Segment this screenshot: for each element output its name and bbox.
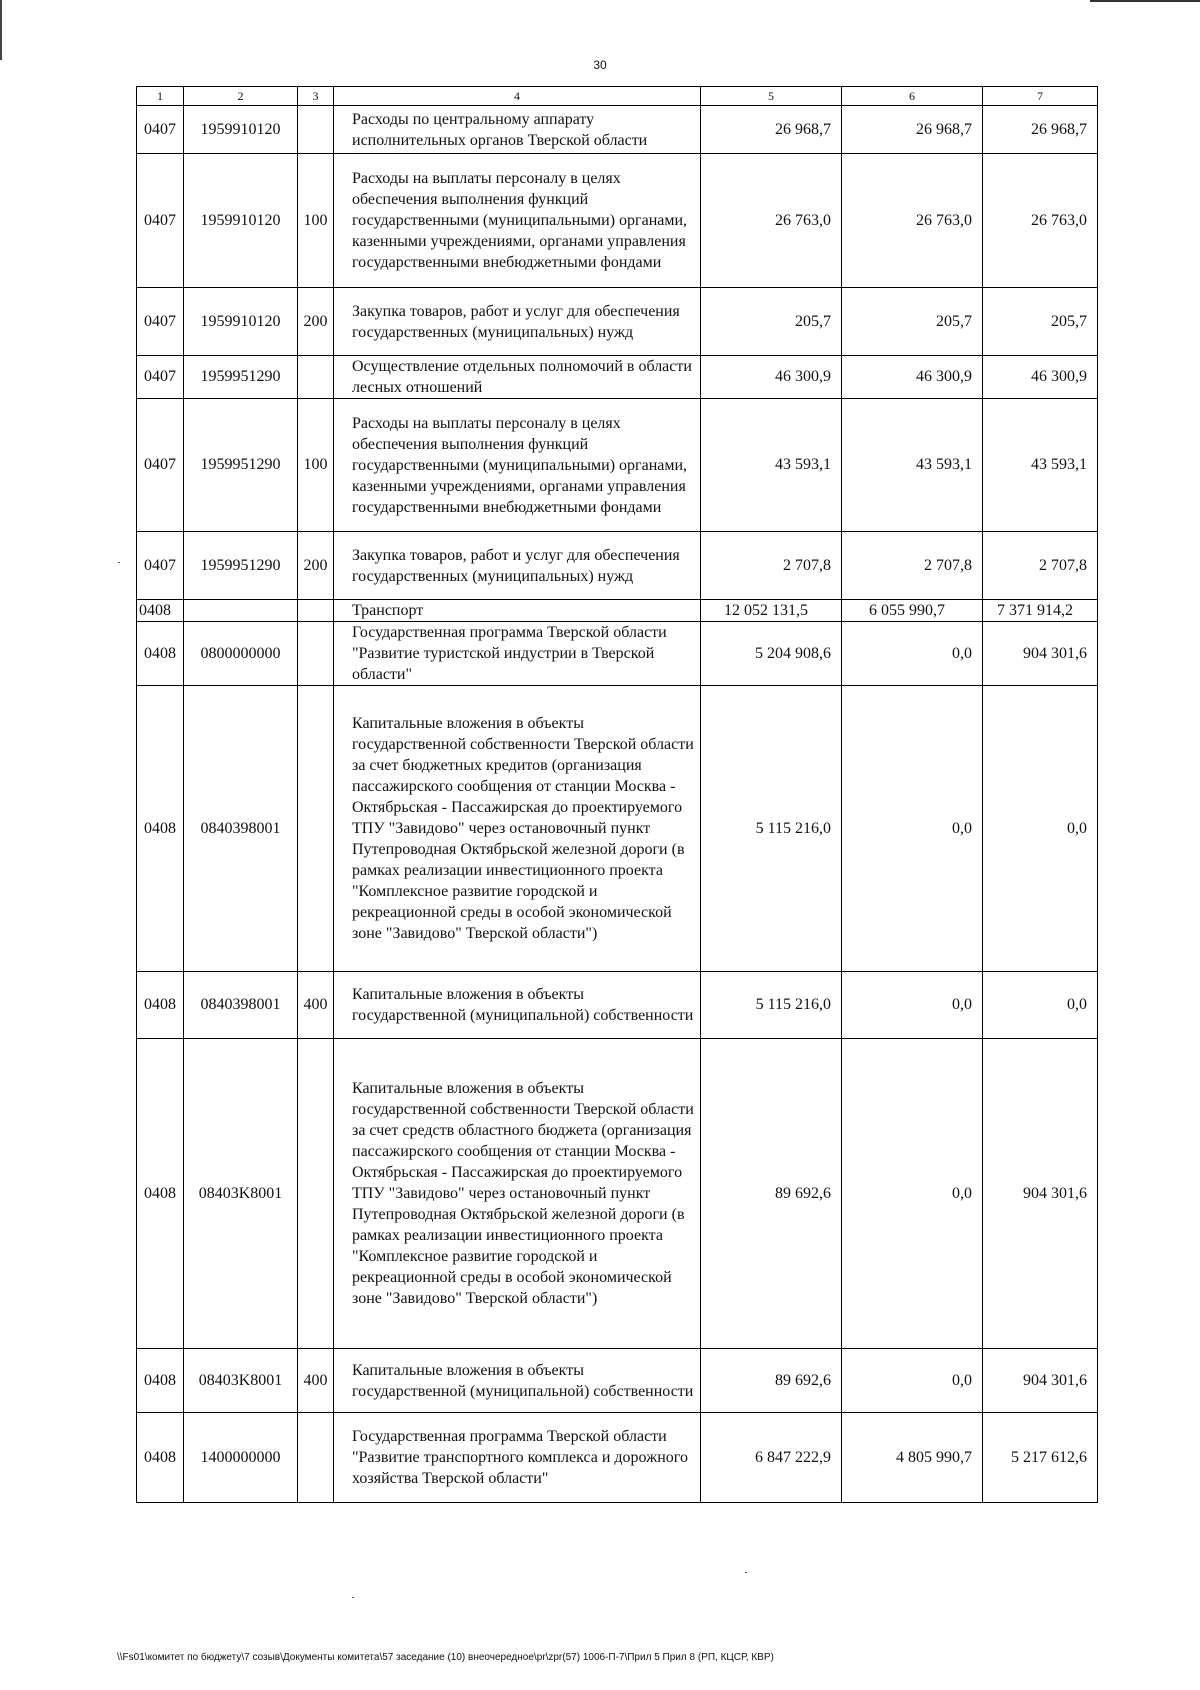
target-code: 1959910120 bbox=[184, 106, 298, 154]
value-col5: 26 968,7 bbox=[701, 106, 842, 154]
value-col7: 2 707,8 bbox=[983, 532, 1098, 600]
value-col6: 4 805 990,7 bbox=[842, 1413, 983, 1503]
table-row bbox=[137, 622, 1098, 686]
value-col6: 6 055 990,7 bbox=[842, 600, 983, 622]
item-name: Государственная программа Тверской области "Развитие туристской индустрии в Тверской области" bbox=[334, 622, 701, 686]
value-col6: 0,0 bbox=[842, 972, 983, 1039]
target-code: 1959951290 bbox=[184, 399, 298, 532]
value-col5: 6 847 222,9 bbox=[701, 1413, 842, 1503]
table-row bbox=[137, 356, 1098, 399]
section-code: 0408 bbox=[137, 972, 184, 1039]
item-name: Закупка товаров, работ и услуг для обеспечения государственных (муниципальных) нужд bbox=[334, 288, 701, 356]
section-code: 0408 bbox=[137, 686, 184, 972]
item-name: Капитальные вложения в объекты государственной собственности Тверской области за счет бюджетных кредитов (организация пассажирского сообщения от станции Москва - Октябрьская - Пассажирская до проектируемого ТПУ "Завидово" через остановочный пункт Путепроводная Октябрьской железной дороги (в рамках реализации инвестиционного проекта "Комплексное развитие городской и рекреационной среды в особой экономической зоне "Завидово" Тверской области") bbox=[334, 686, 701, 972]
expense-type bbox=[298, 600, 334, 622]
table-row bbox=[137, 1349, 1098, 1413]
item-name: Расходы на выплаты персоналу в целях обеспечения выполнения функций государственными (муниципальными) органами, казенными учреждениями, органами управления государственными внебюджетными фондами bbox=[334, 399, 701, 532]
value-col7: 5 217 612,6 bbox=[983, 1413, 1098, 1503]
column-header: 1 bbox=[137, 87, 184, 106]
section-code: 0407 bbox=[137, 532, 184, 600]
value-col7: 43 593,1 bbox=[983, 399, 1098, 532]
target-code: 08403K8001 bbox=[184, 1039, 298, 1349]
table-row bbox=[137, 600, 1098, 622]
expense-type: 400 bbox=[298, 972, 334, 1039]
item-name: Капитальные вложения в объекты государственной (муниципальной) собственности bbox=[334, 972, 701, 1039]
expense-type bbox=[298, 1039, 334, 1349]
table-header-row bbox=[137, 87, 1098, 106]
value-col7: 26 968,7 bbox=[983, 106, 1098, 154]
table-row bbox=[137, 686, 1098, 972]
table-row bbox=[137, 1413, 1098, 1503]
target-code: 1400000000 bbox=[184, 1413, 298, 1503]
target-code: 0800000000 bbox=[184, 622, 298, 686]
section-code: 0408 bbox=[137, 1349, 184, 1413]
target-code: 08403K8001 bbox=[184, 1349, 298, 1413]
table-row bbox=[137, 154, 1098, 288]
section-code: 0407 bbox=[137, 106, 184, 154]
scan-edge-line bbox=[1090, 0, 1200, 2]
value-col7: 904 301,6 bbox=[983, 1349, 1098, 1413]
value-col5: 2 707,8 bbox=[701, 532, 842, 600]
target-code: 1959951290 bbox=[184, 356, 298, 399]
expense-type bbox=[298, 1413, 334, 1503]
value-col7: 0,0 bbox=[983, 972, 1098, 1039]
value-col6: 0,0 bbox=[842, 622, 983, 686]
expense-type: 100 bbox=[298, 154, 334, 288]
value-col7: 904 301,6 bbox=[983, 1039, 1098, 1349]
value-col5: 205,7 bbox=[701, 288, 842, 356]
item-name: Расходы по центральному аппарату исполнительных органов Тверской области bbox=[334, 106, 701, 154]
target-code bbox=[184, 600, 298, 622]
item-name: Расходы на выплаты персоналу в целях обеспечения выполнения функций государственными (муниципальными) органами, казенными учреждениями, органами управления государственными внебюджетными фондами bbox=[334, 154, 701, 288]
value-col5: 46 300,9 bbox=[701, 356, 842, 399]
target-code: 0840398001 bbox=[184, 686, 298, 972]
scan-speck bbox=[745, 1572, 747, 1573]
table-row bbox=[137, 1039, 1098, 1349]
file-path-footer: \\Fs01\комитет по бюджету\7 созыв\Документы комитета\57 заседание (10) внеочередное\pr\zpr(57) 1006-П-7\Прил 5 Прил 8 (РП, КЦСР, КВР) bbox=[117, 1652, 774, 1663]
target-code: 0840398001 bbox=[184, 972, 298, 1039]
item-name: Капитальные вложения в объекты государственной (муниципальной) собственности bbox=[334, 1349, 701, 1413]
section-code: 0408 bbox=[137, 1413, 184, 1503]
value-col5: 5 204 908,6 bbox=[701, 622, 842, 686]
value-col5: 5 115 216,0 bbox=[701, 686, 842, 972]
value-col6: 2 707,8 bbox=[842, 532, 983, 600]
value-col5: 89 692,6 bbox=[701, 1349, 842, 1413]
scan-edge-line bbox=[0, 0, 2, 60]
value-col6: 0,0 bbox=[842, 1039, 983, 1349]
expense-type bbox=[298, 686, 334, 972]
section-code: 0408 bbox=[137, 622, 184, 686]
value-col7: 26 763,0 bbox=[983, 154, 1098, 288]
section-code: 0407 bbox=[137, 356, 184, 399]
value-col6: 43 593,1 bbox=[842, 399, 983, 532]
column-header: 2 bbox=[184, 87, 298, 106]
value-col7: 0,0 bbox=[983, 686, 1098, 972]
value-col5: 26 763,0 bbox=[701, 154, 842, 288]
item-name: Капитальные вложения в объекты государственной собственности Тверской области за счет средств областного бюджета (организация пассажирского сообщения от станции Москва - Октябрьская - Пассажирская до проектируемого ТПУ "Завидово" через остановочный пункт Путепроводная Октябрьской железной дороги (в рамках реализации инвестиционного проекта "Комплексное развитие городской и рекреационной среды в особой экономической зоне "Завидово" Тверской области") bbox=[334, 1039, 701, 1349]
item-name: Транспорт bbox=[334, 600, 701, 622]
value-col7: 205,7 bbox=[983, 288, 1098, 356]
item-name: Государственная программа Тверской области "Развитие транспортного комплекса и дорожного хозяйства Тверской области" bbox=[334, 1413, 701, 1503]
value-col5: 89 692,6 bbox=[701, 1039, 842, 1349]
column-header: 5 bbox=[701, 87, 842, 106]
budget-table bbox=[136, 86, 1098, 1503]
page-number: 30 bbox=[593, 58, 607, 72]
scan-speck bbox=[352, 1597, 354, 1598]
section-code: 0408 bbox=[137, 1039, 184, 1349]
column-header: 6 bbox=[842, 87, 983, 106]
table-row bbox=[137, 106, 1098, 154]
expense-type: 200 bbox=[298, 532, 334, 600]
value-col5: 43 593,1 bbox=[701, 399, 842, 532]
value-col6: 0,0 bbox=[842, 686, 983, 972]
target-code: 1959910120 bbox=[184, 288, 298, 356]
table-row bbox=[137, 532, 1098, 600]
section-code: 0408 bbox=[137, 600, 184, 622]
value-col7: 46 300,9 bbox=[983, 356, 1098, 399]
expense-type: 100 bbox=[298, 399, 334, 532]
value-col6: 26 968,7 bbox=[842, 106, 983, 154]
value-col6: 46 300,9 bbox=[842, 356, 983, 399]
table-row bbox=[137, 972, 1098, 1039]
section-code: 0407 bbox=[137, 288, 184, 356]
expense-type bbox=[298, 622, 334, 686]
value-col6: 26 763,0 bbox=[842, 154, 983, 288]
table-row bbox=[137, 288, 1098, 356]
value-col6: 205,7 bbox=[842, 288, 983, 356]
scan-speck bbox=[118, 562, 120, 563]
section-code: 0407 bbox=[137, 154, 184, 288]
expense-type bbox=[298, 106, 334, 154]
item-name: Осуществление отдельных полномочий в области лесных отношений bbox=[334, 356, 701, 399]
expense-type bbox=[298, 356, 334, 399]
value-col5: 5 115 216,0 bbox=[701, 972, 842, 1039]
table-row bbox=[137, 399, 1098, 532]
value-col7: 904 301,6 bbox=[983, 622, 1098, 686]
value-col7: 7 371 914,2 bbox=[983, 600, 1098, 622]
value-col6: 0,0 bbox=[842, 1349, 983, 1413]
column-header: 4 bbox=[334, 87, 701, 106]
section-code: 0407 bbox=[137, 399, 184, 532]
item-name: Закупка товаров, работ и услуг для обеспечения государственных (муниципальных) нужд bbox=[334, 532, 701, 600]
expense-type: 200 bbox=[298, 288, 334, 356]
target-code: 1959910120 bbox=[184, 154, 298, 288]
target-code: 1959951290 bbox=[184, 532, 298, 600]
column-header: 3 bbox=[298, 87, 334, 106]
value-col5: 12 052 131,5 bbox=[701, 600, 842, 622]
column-header: 7 bbox=[983, 87, 1098, 106]
expense-type: 400 bbox=[298, 1349, 334, 1413]
